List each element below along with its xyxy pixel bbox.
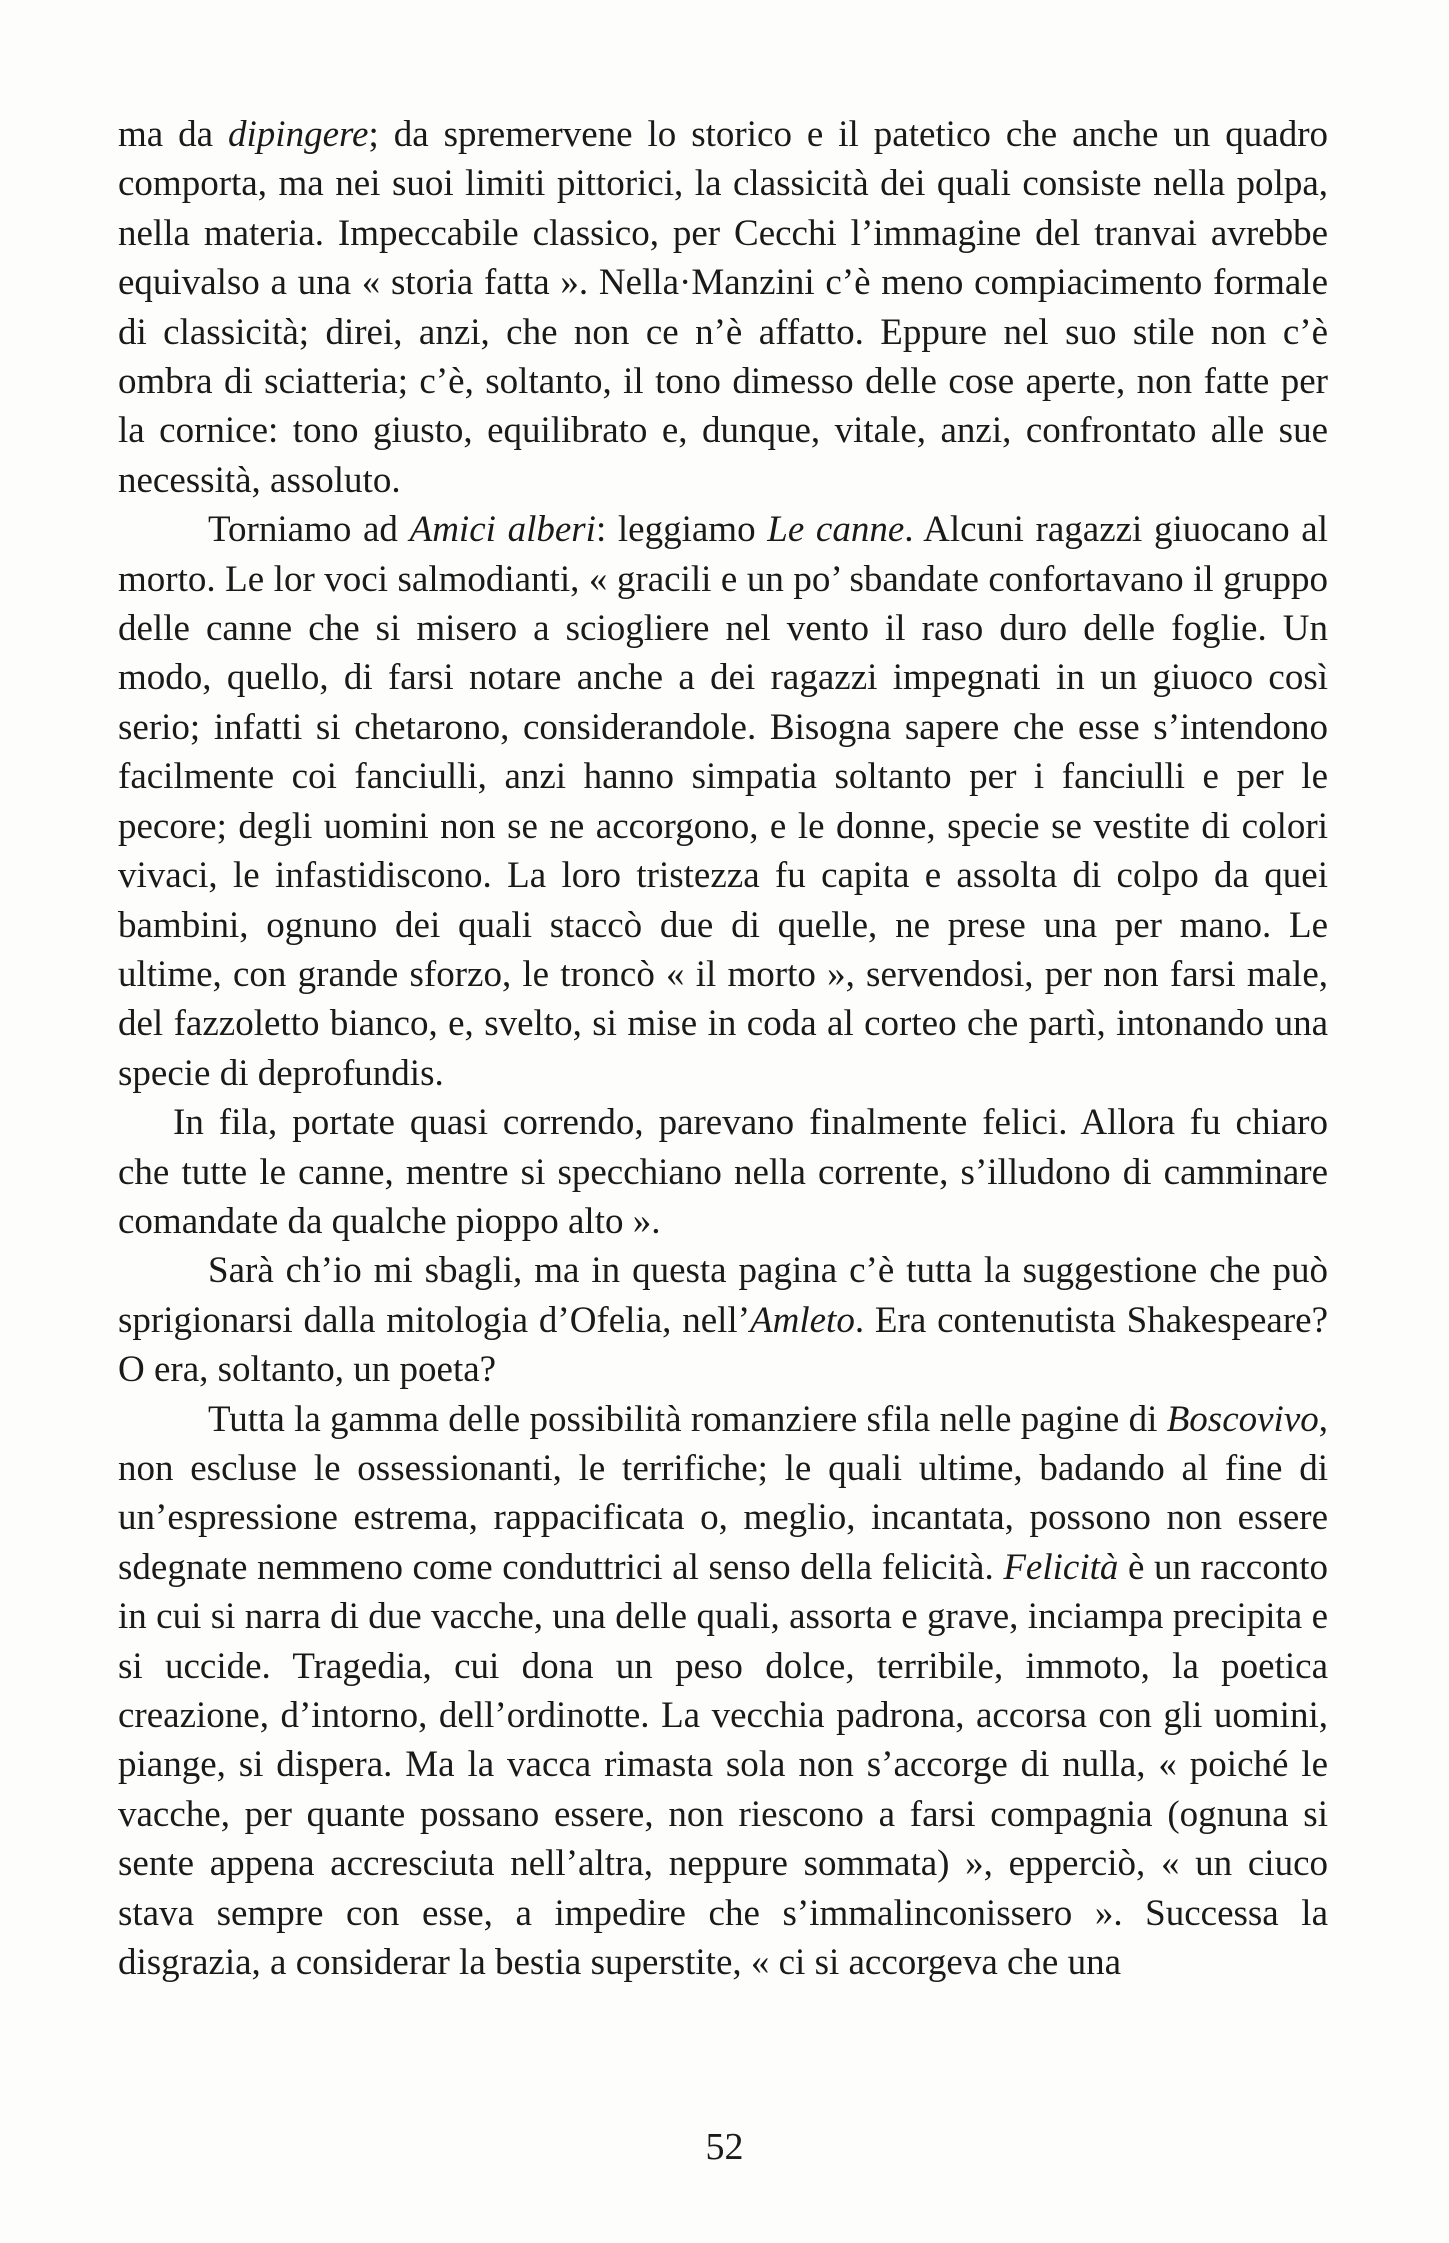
text-run: è un racconto in cui si narra di due vacche, una delle quali, assorta e grave, inciampa precipita e si uccide. Tragedia, cui dona un peso dolce, terribile, immoto, la poetica creazione, d’intorno, dell’ordinotte. La vecchia padrona, accorsa con gli uomini, piange, si dispera. Ma la vacca rimasta sola non s’accorge di nulla, « poiché le vacche, per quante possano essere, non riescono a farsi compagnia (ognuna si sente appena accresciuta nell’altra, neppure sommata) », epperciò, « un ciuco stava sempre con esse, a impedire che s’immalinconissero ». Successa la disgrazia, a considerar la bestia superstite, « ci si accorgeva che una	[118, 1546, 1328, 1984]
text-run: . Alcuni ragazzi giuocano al morto. Le lor voci salmodianti, « gracili e un po’ sbandate confortavano il gruppo delle canne che si misero a sciogliere nel vento il raso duro delle foglie. Un modo, quello, di farsi notare anche a dei ragazzi impegnati in un giuoco così serio; infatti si chetarono, considerandole. Bisogna sapere che esse s’intendono facilmente coi fanciulli, anzi hanno simpatia soltanto per i fanciulli e per le pecore; degli uomini non se ne accorgono, e le donne, specie se vestite di colori vivaci, le infastidiscono. La loro tristezza fu capita e assolta di colpo da quei bambini, ognuno dei quali staccò due di quelle, ne prese una per mano. Le ultime, con grande sforzo, le troncò « il morto », servendosi, per non farsi male, del fazzoletto bianco, e, svelto, si mise in coda al corteo che partì, intonando una specie di deprofundis.	[118, 509, 1328, 1094]
text-run: ; da spremervene lo storico e il patetico che anche un quadro comporta, ma nei suoi limiti pittorici, la classicità dei quali consiste nella polpa, nella materia. Impeccabile classico, per Cecchi l’immagine del tranvai avrebbe equivalso a una « storia fatta ». Nella·Manzini c’è meno compiacimento formale di classicità; direi, anzi, che non ce n’è affatto. Eppure nel suo stile non c’è ombra di sciatteria; c’è, soltanto, il tono dimesso delle cose aperte, non fatte per la cornice: tono giusto, equilibrato e, dunque, vitale, anzi, confrontato alle sue necessità, assoluto.	[118, 114, 1329, 501]
italic-title: Felicità	[1003, 1546, 1119, 1588]
paragraph	[118, 1098, 1328, 1246]
paragraph	[118, 110, 1328, 505]
paragraph	[118, 1395, 1328, 1988]
text-run: , non escluse le ossessionanti, le terrifiche; le quali ultime, badando al fine di un’espressione estrema, rappacificata o, meglio, incantata, possono non essere sdegnate nemmeno come conduttrici al senso della felicità.	[118, 1398, 1328, 1588]
text-run: In fila, portate quasi correndo, parevano finalmente felici. Allora fu chiaro che tutte le canne, mentre si specchiano nella corrente, s’illudono di camminare comandate da qualche pioppo alto ».	[118, 1102, 1328, 1242]
italic-title: dipingere	[228, 114, 369, 155]
text-run: : leggiamo	[595, 509, 768, 551]
paragraph	[118, 1246, 1328, 1394]
italic-title: Amici alberi	[409, 509, 596, 551]
italic-title: Amleto	[750, 1299, 855, 1341]
paragraph	[118, 505, 1328, 1098]
text-run: Torniamo ad	[208, 509, 410, 551]
text-run: . Era contenutista Shakespeare? O era, soltanto, un poeta?	[118, 1299, 1329, 1391]
page-number: 52	[705, 2126, 744, 2168]
text-run: Sarà ch’io mi sbagli, ma in questa pagina c’è tutta la suggestione che può sprigionarsi dalla mitologia d’Ofelia, nell’	[118, 1250, 1328, 1341]
body-text	[118, 110, 1328, 1987]
italic-title: Le canne	[767, 509, 905, 551]
italic-title: Boscovivo	[1166, 1398, 1319, 1440]
text-run: Tutta la gamma delle possibilità romanziere sfila nelle pagine di	[208, 1398, 1167, 1440]
text-run: ma da	[118, 114, 229, 155]
